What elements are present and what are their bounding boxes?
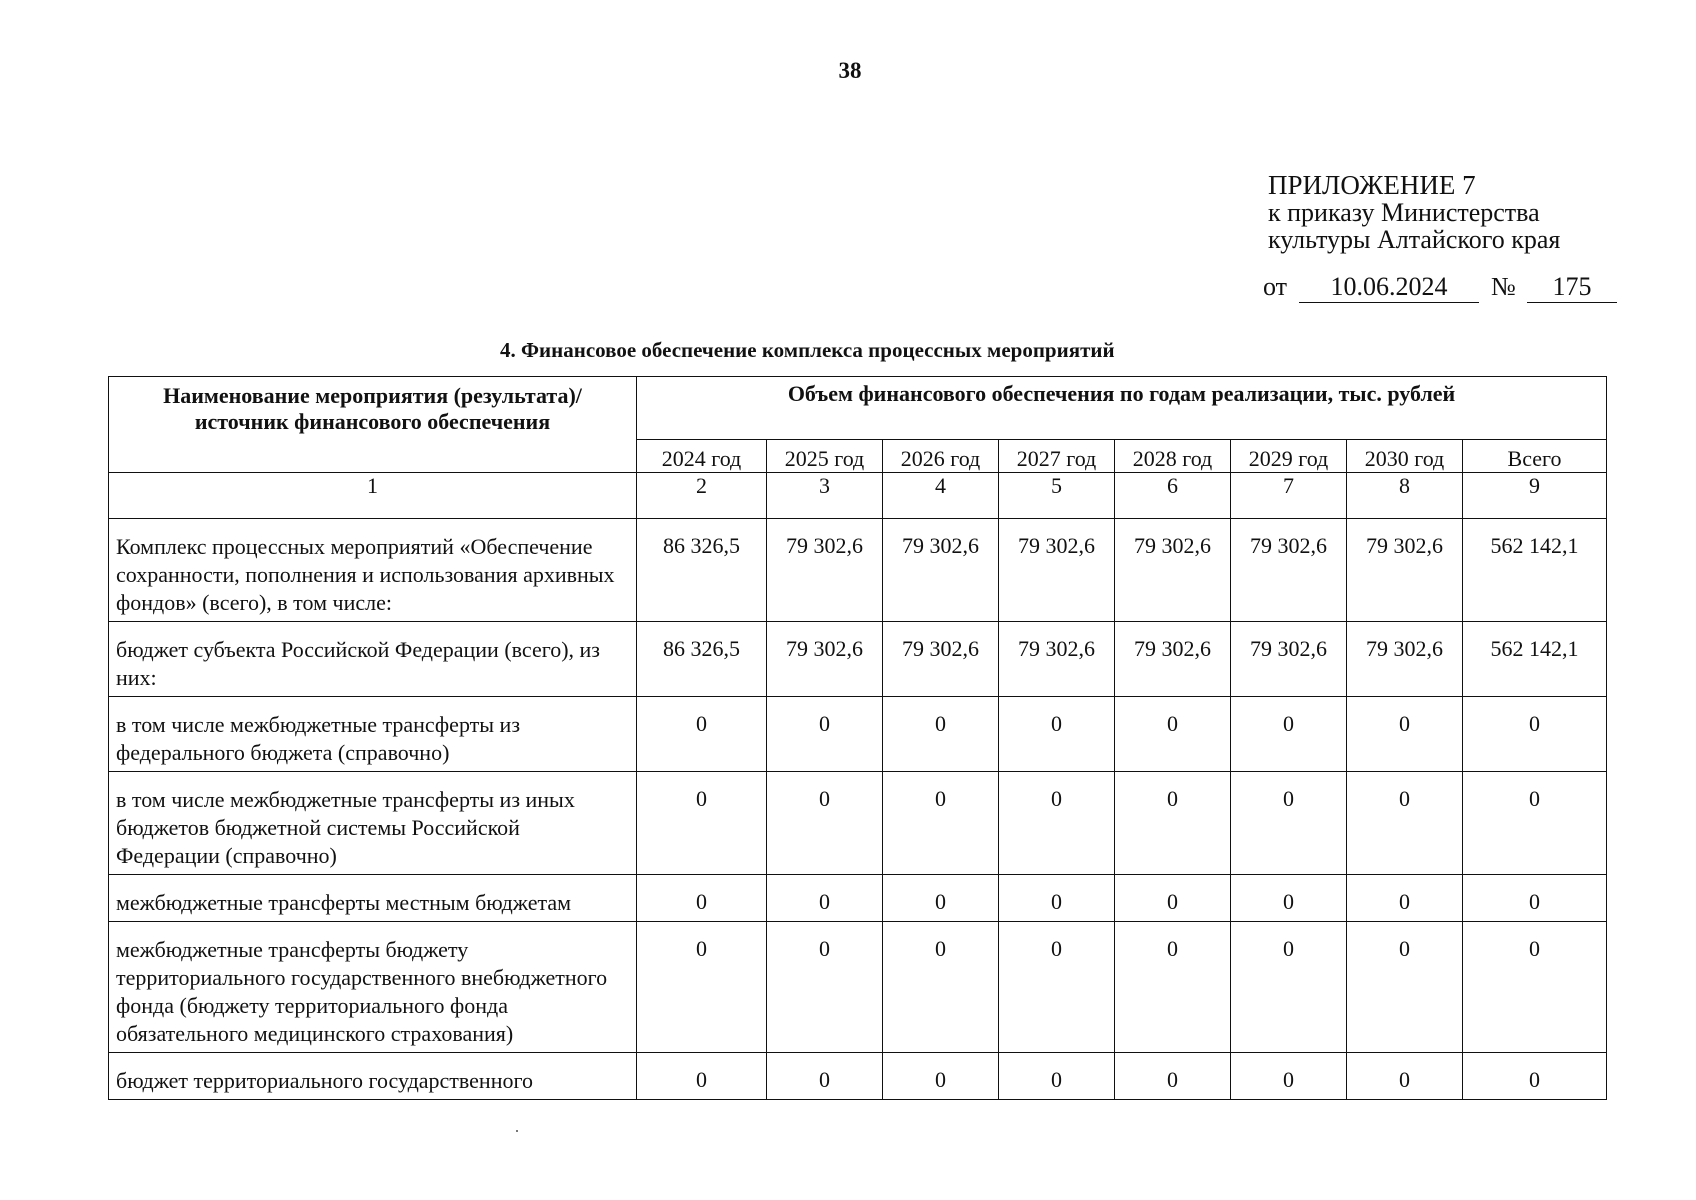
row-label: межбюджетные трансферты местным бюджетам xyxy=(109,875,637,922)
row-label: бюджет территориального государственного xyxy=(109,1053,637,1100)
row-value: 0 xyxy=(1463,772,1607,875)
row-value: 0 xyxy=(1463,875,1607,922)
row-value: 0 xyxy=(883,922,999,1053)
order-number: 175 xyxy=(1527,272,1617,303)
header-volume: Объем финансового обеспечения по годам реализации, тыс. рублей xyxy=(637,377,1607,440)
row-value: 0 xyxy=(999,1053,1115,1100)
row-value: 0 xyxy=(999,922,1115,1053)
year-header: 2027 год xyxy=(999,440,1115,473)
row-value: 79 302,6 xyxy=(1231,622,1347,697)
header-name: Наименование мероприятия (результата)/ источник финансового обеспечения xyxy=(109,377,637,473)
row-value: 0 xyxy=(1231,772,1347,875)
row-value: 0 xyxy=(1115,875,1231,922)
row-label: бюджет субъекта Российской Федерации (всего), из них: xyxy=(109,622,637,697)
row-value: 79 302,6 xyxy=(1231,519,1347,622)
table-row xyxy=(109,697,1607,772)
row-value: 79 302,6 xyxy=(767,519,883,622)
date-prefix: от xyxy=(1263,272,1288,301)
appendix-line-2: к приказу Министерства xyxy=(1268,198,1540,227)
page-number: 38 xyxy=(838,58,862,83)
row-value: 0 xyxy=(637,922,767,1053)
column-number: 6 xyxy=(1115,473,1231,519)
row-value: 0 xyxy=(767,772,883,875)
column-number: 8 xyxy=(1347,473,1463,519)
row-value: 0 xyxy=(1347,1053,1463,1100)
row-value: 0 xyxy=(999,772,1115,875)
row-value: 0 xyxy=(637,697,767,772)
table-row xyxy=(109,1053,1607,1100)
year-header: 2028 год xyxy=(1115,440,1231,473)
row-value: 0 xyxy=(883,697,999,772)
year-header: 2025 год xyxy=(767,440,883,473)
row-value: 0 xyxy=(1347,772,1463,875)
row-value: 0 xyxy=(1231,875,1347,922)
row-label: Комплекс процессных мероприятий «Обеспечение сохранности, пополнения и использования архивных фондов» (всего), в том числе: xyxy=(109,519,637,622)
row-value: 0 xyxy=(1115,697,1231,772)
row-label: межбюджетные трансферты бюджету территориального государственного внебюджетного фонда (бюджету территориального фонда обязательного медицинского страхования) xyxy=(109,922,637,1053)
row-value: 0 xyxy=(767,1053,883,1100)
row-value: 79 302,6 xyxy=(883,622,999,697)
table-row xyxy=(109,622,1607,697)
column-number: 4 xyxy=(883,473,999,519)
row-value: 0 xyxy=(1463,697,1607,772)
row-value: 0 xyxy=(999,875,1115,922)
appendix-line-3: культуры Алтайского края xyxy=(1268,225,1561,254)
scan-dot xyxy=(516,1130,518,1132)
row-value: 0 xyxy=(767,875,883,922)
appendix-title: ПРИЛОЖЕНИЕ 7 xyxy=(1268,170,1476,200)
year-header: 2026 год xyxy=(883,440,999,473)
table-row xyxy=(109,875,1607,922)
table-row xyxy=(109,922,1607,1053)
column-number: 5 xyxy=(999,473,1115,519)
order-date: 10.06.2024 xyxy=(1299,272,1479,303)
row-value: 0 xyxy=(637,772,767,875)
row-label: в том числе межбюджетные трансферты из федерального бюджета (справочно) xyxy=(109,697,637,772)
row-label: в том числе межбюджетные трансферты из иных бюджетов бюджетной системы Российской Федерации (справочно) xyxy=(109,772,637,875)
row-value: 79 302,6 xyxy=(883,519,999,622)
number-prefix: № xyxy=(1491,272,1516,301)
column-number: 3 xyxy=(767,473,883,519)
row-value: 0 xyxy=(1231,1053,1347,1100)
row-value: 0 xyxy=(1463,922,1607,1053)
row-value: 79 302,6 xyxy=(1347,622,1463,697)
row-value: 0 xyxy=(637,1053,767,1100)
year-header: 2030 год xyxy=(1347,440,1463,473)
row-value: 79 302,6 xyxy=(999,519,1115,622)
row-value: 0 xyxy=(883,875,999,922)
row-value: 86 326,5 xyxy=(637,519,767,622)
row-value: 0 xyxy=(637,875,767,922)
year-header: 2029 год xyxy=(1231,440,1347,473)
row-value: 79 302,6 xyxy=(999,622,1115,697)
row-value: 0 xyxy=(1347,922,1463,1053)
row-value: 0 xyxy=(1115,772,1231,875)
column-number: 9 xyxy=(1463,473,1607,519)
financing-table xyxy=(108,376,1607,1100)
row-value: 0 xyxy=(767,697,883,772)
column-number: 7 xyxy=(1231,473,1347,519)
section-title: 4. Финансовое обеспечение комплекса процессных мероприятий xyxy=(500,338,1115,362)
row-value: 0 xyxy=(1347,875,1463,922)
row-value: 86 326,5 xyxy=(637,622,767,697)
row-value: 0 xyxy=(883,772,999,875)
row-value: 0 xyxy=(767,922,883,1053)
table-row xyxy=(109,772,1607,875)
column-numbers-row xyxy=(109,473,1607,519)
row-value: 0 xyxy=(1347,697,1463,772)
appendix-block xyxy=(1268,172,1560,253)
table-row xyxy=(109,519,1607,622)
year-header: 2024 год xyxy=(637,440,767,473)
row-value: 562 142,1 xyxy=(1463,622,1607,697)
row-value: 79 302,6 xyxy=(767,622,883,697)
column-number: 1 xyxy=(109,473,637,519)
row-value: 0 xyxy=(1231,922,1347,1053)
row-value: 0 xyxy=(1115,922,1231,1053)
row-value: 0 xyxy=(999,697,1115,772)
row-value: 79 302,6 xyxy=(1347,519,1463,622)
column-number: 2 xyxy=(637,473,767,519)
row-value: 0 xyxy=(1463,1053,1607,1100)
year-header: Всего xyxy=(1463,440,1607,473)
row-value: 562 142,1 xyxy=(1463,519,1607,622)
row-value: 0 xyxy=(1115,1053,1231,1100)
row-value: 79 302,6 xyxy=(1115,622,1231,697)
row-value: 0 xyxy=(883,1053,999,1100)
row-value: 0 xyxy=(1231,697,1347,772)
row-value: 79 302,6 xyxy=(1115,519,1231,622)
